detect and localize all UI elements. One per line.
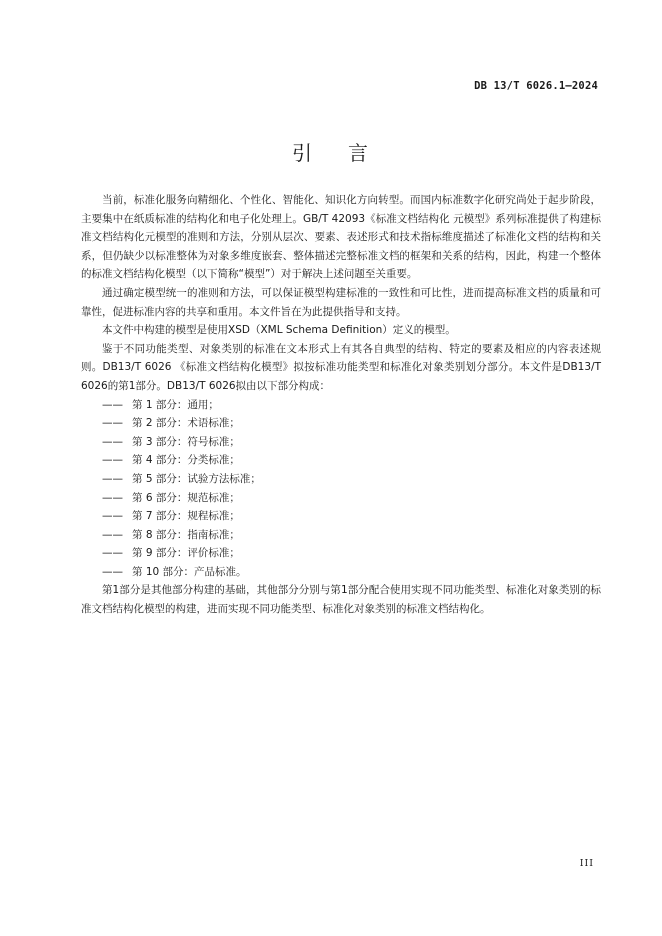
section-title	[0, 137, 662, 166]
parts-list	[81, 396, 601, 582]
paragraph-structure: 鉴于不同功能类型、对象类别的标准在文本形式上有其各自典型的结构、特定的要素及相应的内容表述规则。DB13/T 6026 《标准文档结构化模型》拟按标准功能类型和标准化对象类别划分部分。本文件是DB13/T 6026的第1部分。DB13/T 6026拟由以下部分构成：	[81, 342, 601, 392]
list-item: —— 第 10 部分：产品标准。	[102, 565, 247, 578]
list-item: —— 第 4 部分：分类标准；	[102, 454, 240, 467]
paragraph-closing: 第1部分是其他部分构建的基础，其他部分分别与第1部分配合使用实现不同功能类型、标准化对象类别的标准文档结构化模型的构建，进而实现不同功能类型、标准化对象类别的标准文档结构化。	[81, 584, 601, 616]
list-item: —— 第 2 部分：术语标准；	[102, 417, 240, 430]
title-char-2: 言	[348, 141, 370, 165]
list-item: —— 第 6 部分：规范标准；	[102, 491, 240, 504]
list-item: —— 第 3 部分：符号标准；	[102, 435, 240, 448]
list-item: —— 第 8 部分：指南标准；	[102, 528, 240, 541]
introduction-body	[81, 191, 601, 619]
paragraph-purpose: 通过确定模型统一的准则和方法，可以保证模型构建标准的一致性和可比性，进而提高标准文档的质量和可靠性，促进标准内容的共享和重用。本文件旨在为此提供指导和支持。	[81, 286, 601, 318]
list-item: —— 第 5 部分：试验方法标准；	[102, 472, 261, 485]
document-code: DB 13/T 6026.1—2024	[474, 80, 598, 92]
list-item: —— 第 7 部分：规程标准；	[102, 510, 240, 523]
title-char-1: 引	[292, 141, 314, 165]
paragraph-xsd: 本文件中构建的模型是使用XSD（XML Schema Definition）定义的模型。	[102, 324, 456, 337]
paragraph-background: 当前，标准化服务向精细化、个性化、智能化、知识化方向转型。而国内标准数字化研究尚处于起步阶段，主要集中在纸质标准的结构化和电子化处理上。GB/T 42093《标准文档结构化 元模型》系列标准提供了构建标准文档结构化元模型的准则和方法，分别从层次、要素、表述形式和技术指标维度描述了标准化文档的结构和关系，但仍缺少以标准整体为对象多维度嵌套、整体描述完整标准文档的框架和关系的结构，因此，构建一个整体的标准文档结构化模型（以下简称“模型”）对于解决上述问题至关重要。	[81, 194, 601, 281]
list-item: —— 第 9 部分：评价标准；	[102, 547, 240, 560]
page-number: III	[579, 858, 594, 869]
list-item: —— 第 1 部分：通用；	[102, 398, 219, 411]
